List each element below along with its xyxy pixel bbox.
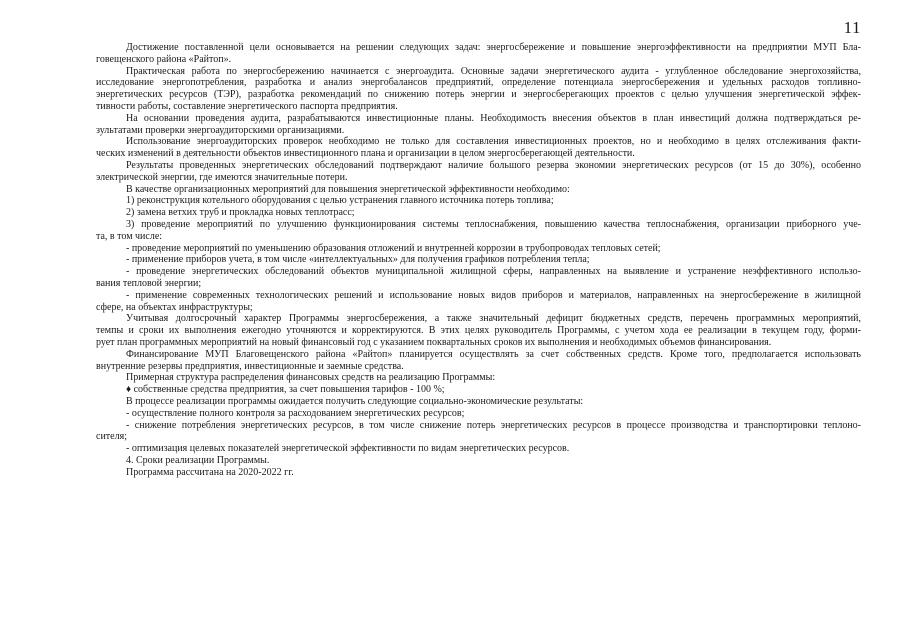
- text-line: Финансирование МУП Благовещенского района «Райтоп» планируется осуществлять за счет собственных средств. Кроме того, предполагается использовать: [126, 348, 861, 360]
- paragraph-energy-audit: [96, 66, 861, 113]
- paragraph-program-period: [96, 467, 861, 479]
- text-line: рует план программных мероприятий на новый финансовый год с указанием поквартальных сроков их выполнения и необходимых объемов финансирования.: [96, 336, 772, 348]
- paragraph-audit-usage: [96, 136, 861, 160]
- paragraph-investment-plans: [96, 113, 861, 137]
- text-line: сфере, на объектах инфраструктуры;: [96, 301, 253, 313]
- list-item-housing-surveys: [96, 266, 861, 290]
- list-item-corrosion-measures: [96, 243, 861, 255]
- text-line: 2) замена ветхих труб и прокладка новых теплотрасс;: [126, 207, 355, 219]
- text-line: Практическая работа по энергосбережению начинается с энергоаудита. Основные задачи энергетического аудита - углубленное обследование энергохозяйства,: [126, 65, 861, 77]
- paragraph-funding-structure: [96, 372, 861, 384]
- text-line: Примерная структура распределения финансовых средств на реализацию Программы:: [126, 372, 496, 384]
- text-line: - осуществление полного контроля за расходованием энергетических ресурсов;: [126, 407, 465, 419]
- text-line: зультатами проверки энергоаудиторскими организациями.: [96, 124, 345, 136]
- section-heading-timeline: [96, 455, 861, 467]
- text-line: 3) проведение мероприятий по улучшению функционирования системы теплоснабжения, повышению качества теплоснабжения, организации приборного уче-: [126, 218, 861, 230]
- text-line: энергетических ресурсов (ТЭР), разработка рекомендаций по снижению потерь энергии и энергосберегающих проектов с целью улучшения энергетической эффек-: [96, 89, 861, 101]
- text-line: Достижение поставленной цели основывается на решении следующих задач: энергосбережение и повышение энергоэффективности на предприятии МУП Бла-: [126, 42, 861, 53]
- text-line: - применение современных технологических решений и использование новых видов приборов и материалов, направленных на энергосбережение в жилищной: [126, 289, 861, 301]
- text-line: Программа рассчитана на 2020-2022 гг.: [126, 466, 294, 478]
- text-line: - проведение мероприятий по уменьшению образования отложений и внутренней коррозии в трубопроводах тепловых сетей;: [126, 242, 661, 254]
- text-line: тивности работы, составление энергетического паспорта предприятия.: [96, 100, 398, 112]
- text-line: исследование энергопотребления, разработка и анализ энергобалансов предприятий, определение потенциала энергосбережения и удельных расходов топливно-: [96, 77, 861, 89]
- list-item-boiler-reconstruction: [96, 195, 861, 207]
- text-line: 4. Сроки реализации Программы.: [126, 454, 270, 466]
- text-line: ческих изменений в деятельности объектов инвестиционного плана и организации в целом энергосберегающей деятельности.: [96, 148, 635, 160]
- text-line: Использование энергоаудиторских проверок необходимо не только для составления инвестиционных проектов, но и необходимо в целях отслеживания факти-: [126, 136, 861, 148]
- paragraph-expected-results: [96, 396, 861, 443]
- text-line: - применение приборов учета, в том числе «интеллектуальных» для получения графиков потребления тепла;: [126, 254, 590, 266]
- text-line: В процессе реализации программы ожидается получить следующие социально-экономические результаты:: [126, 395, 584, 407]
- paragraph-program-planning: [96, 313, 861, 348]
- list-item-heat-supply-improvement: [96, 219, 861, 243]
- paragraph-organizational-measures: [96, 184, 861, 196]
- list-item-own-funds: [96, 384, 861, 396]
- text-line: та, в том числе:: [96, 230, 163, 242]
- list-item-metering-devices: [96, 254, 861, 266]
- list-item-pipe-replacement: [96, 207, 861, 219]
- text-line: В качестве организационных мероприятий для повышения энергетической эффективности необходимо:: [126, 183, 570, 195]
- text-line: - снижение потребления энергетических ресурсов, в том числе снижение потерь энергетических ресурсов в процессе производства и транспортировки теплоно-: [126, 419, 861, 431]
- text-line: внутренние резервы предприятия, инвестиционные и заемные средства.: [96, 360, 404, 372]
- list-item-modern-solutions: [96, 290, 861, 314]
- text-line: - оптимизация целевых показателей энергетической эффективности по видам энергетических ресурсов.: [126, 443, 570, 455]
- text-line: ♦ собственные средства предприятия, за счет повышения тарифов - 100 %;: [126, 384, 445, 396]
- document-body: [96, 42, 861, 478]
- text-line: Учитывая долгосрочный характер Программы энергосбережения, а также значительный дефицит бюджетных средств, перечень программных мероприятий,: [126, 313, 861, 325]
- text-line: вания тепловой энергии;: [96, 277, 202, 289]
- text-line: говещенского района «Райтоп».: [96, 53, 232, 65]
- paragraph-survey-results: [96, 160, 861, 184]
- list-item-optimization: [96, 443, 861, 455]
- text-line: На основании проведения аудита, разрабатываются инвестиционные планы. Необходимость внесения объектов в план инвестиций должна подтверждаться ре-: [126, 112, 861, 124]
- paragraph-goal-tasks: [96, 42, 861, 66]
- text-line: - проведение энергетических обследований объектов муниципальной жилищной сферы, направленных на выявление и устранение неэффективного использо-: [126, 266, 861, 278]
- text-line: электрической энергии, где имеются значительные потери.: [96, 171, 348, 183]
- text-line: Результаты проведенных энергетических обследований подтверждают наличие большого резерва экономии энергетических ресурсов (от 15 до 30%), особенно: [126, 159, 861, 171]
- text-line: темпы и сроки их выполнения ежегодно уточняются и корректируются. В этих целях руководитель Программы, с учетом хода ее реализации в текущем году, форми-: [96, 325, 861, 337]
- text-line: сителя;: [96, 431, 127, 443]
- paragraph-financing: [96, 349, 861, 373]
- page-number: 11: [843, 18, 861, 37]
- text-line: 1) реконструкция котельного оборудования с целью устранения главного источника потерь топлива;: [126, 195, 554, 207]
